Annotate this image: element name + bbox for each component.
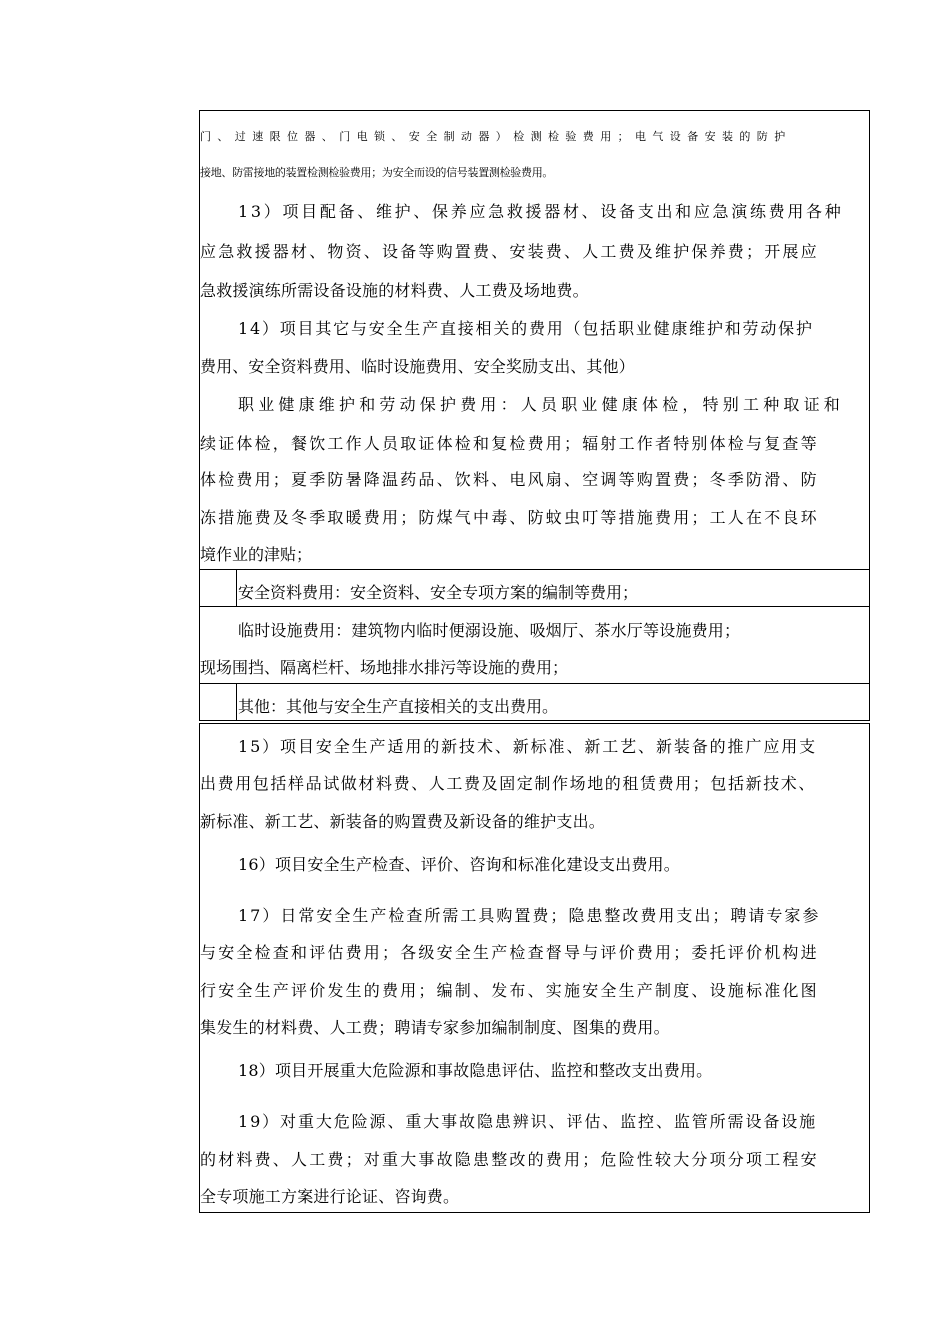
text-line: 冻措施费及冬季取暖费用；防煤气中毒、防蚊虫叮等措施费用；工人在不良环 [200, 508, 819, 527]
text-line: 急救援演练所需设备设施的材料费、人工费及场地费。 [200, 281, 589, 300]
text-line: 18）项目开展重大危险源和事故隐患评估、监控和整改支出费用。 [238, 1061, 713, 1080]
text-line: 门、过速限位器、门电锁、安全制动器）检测检验费用；电气设备安装的防护 [200, 130, 792, 143]
section-5-box [199, 723, 870, 1213]
text-line: 行安全生产评价发生的费用；编制、发布、实施安全生产制度、设施标准化图 [200, 981, 819, 1000]
text-line: 其他：其他与安全生产直接相关的支出费用。 [238, 697, 559, 716]
text-line: 17）日常安全生产检查所需工具购置费；隐患整改费用支出；聘请专家参 [238, 906, 821, 925]
section-2-divider [236, 569, 237, 607]
text-line: 应急救援器材、物资、设备等购置费、安装费、人工费及维护保养费；开展应 [200, 242, 819, 261]
text-line: 体检费用；夏季防暑降温药品、饮料、电风扇、空调等购置费；冬季防滑、防 [200, 470, 819, 489]
text-line: 接地、防雷接地的装置检测检验费用；为安全而设的信号装置测检验费用。 [200, 166, 554, 179]
text-line: 16）项目安全生产检查、评价、咨询和标准化建设支出费用。 [238, 855, 680, 874]
text-line: 13）项目配备、维护、保养应急救援器材、设备支出和应急演练费用各种 [238, 202, 844, 221]
text-line: 15）项目安全生产适用的新技术、新标准、新工艺、新装备的推广应用支 [238, 737, 818, 756]
text-line: 职业健康维护和劳动保护费用：人员职业健康体检，特别工种取证和 [238, 395, 845, 414]
text-line: 安全资料费用：安全资料、安全专项方案的编制等费用； [238, 583, 639, 602]
text-line: 现场围挡、隔离栏杆、场地排水排污等设施的费用； [200, 658, 569, 677]
text-line: 续证体检，餐饮工作人员取证体检和复检费用；辐射工作者特别体检与复查等 [200, 434, 819, 453]
text-line: 集发生的材料费、人工费；聘请专家参加编制制度、图集的费用。 [200, 1018, 670, 1037]
text-line: 的材料费、人工费；对重大事故隐患整改的费用；危险性较大分项分项工程安 [200, 1150, 819, 1169]
text-line: 临时设施费用：建筑物内临时便溺设施、吸烟厅、茶水厅等设施费用； [238, 621, 741, 640]
text-line: 19）对重大危险源、重大事故隐患辨识、评估、监控、监管所需设备设施 [238, 1112, 818, 1131]
text-line: 与安全检查和评估费用；各级安全生产检查督导与评价费用；委托评价机构进 [200, 943, 819, 962]
text-line: 出费用包括样品试做材料费、人工费及固定制作场地的租赁费用；包括新技术、 [200, 774, 817, 793]
text-line: 14）项目其它与安全生产直接相关的费用（包括职业健康维护和劳动保护 [238, 319, 814, 338]
text-line: 全专项施工方案进行论证、咨询费。 [200, 1187, 460, 1206]
text-line: 新标准、新工艺、新装备的购置费及新设备的维护支出。 [200, 812, 606, 831]
text-line: 境作业的津贴； [200, 545, 313, 564]
section-4-divider [236, 683, 237, 721]
text-line: 费用、安全资料费用、临时设施费用、安全奖励支出、其他） [200, 357, 635, 376]
